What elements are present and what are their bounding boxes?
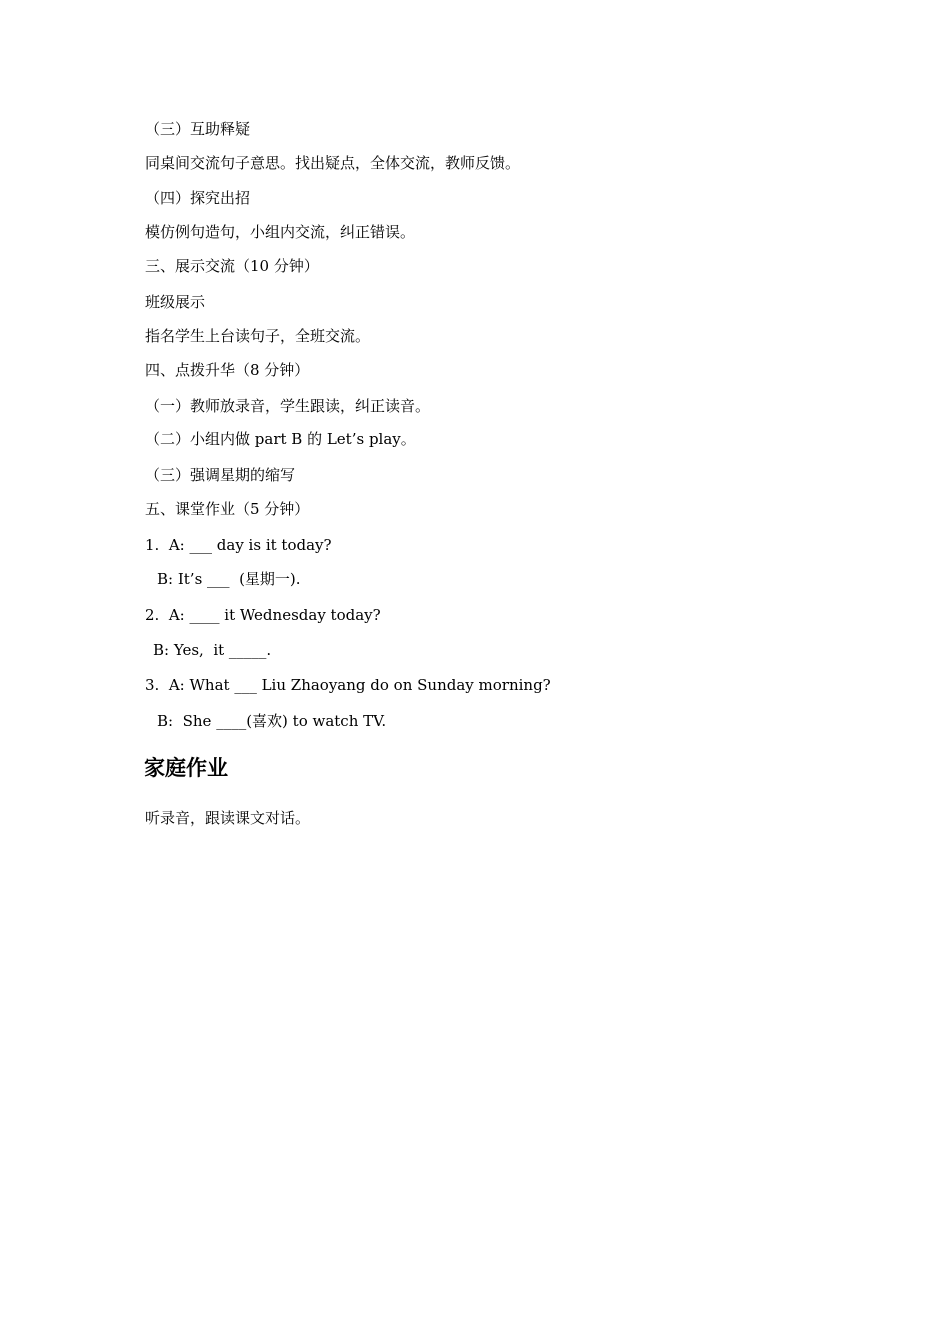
exercise-line: B: She ____(喜欢) to watch TV.	[157, 712, 387, 730]
exercise-line: 3. A: What ___ Liu Zhaoyang do on Sunday morning?	[145, 676, 551, 694]
section-guidance: 四、点拨升华（8 分钟）	[145, 361, 310, 379]
section-classwork: 五、课堂作业（5 分钟）	[145, 500, 310, 518]
text-line: 模仿例句造句，小组内交流，纠正错误。	[145, 223, 416, 241]
text-line: 听录音，跟读课文对话。	[145, 809, 311, 827]
text-line: （一）教师放录音，学生跟读，纠正读音。	[145, 397, 431, 415]
text-line: 班级展示	[145, 293, 206, 311]
text-line: （三）强调星期的缩写	[145, 466, 296, 484]
text-line: 同桌间交流句子意思。找出疑点，全体交流，教师反馈。	[145, 154, 521, 172]
exercise-line: B: It’s ___ (星期一).	[157, 570, 301, 588]
exercise-line: 2. A: ____ it Wednesday today?	[145, 606, 381, 624]
section-mutual-help: （三）互助释疑	[145, 120, 251, 138]
section-display: 三、展示交流（10 分钟）	[145, 257, 319, 275]
exercise-line: 1. A: ___ day is it today?	[145, 536, 332, 554]
section-explore: （四）探究出招	[145, 189, 251, 207]
homework-heading: 家庭作业	[144, 756, 228, 780]
text-line: 指名学生上台读句子，全班交流。	[145, 327, 371, 345]
text-line: （二）小组内做 part B 的 Let’s play。	[145, 430, 416, 448]
exercise-line: B: Yes, it _____.	[153, 641, 272, 659]
